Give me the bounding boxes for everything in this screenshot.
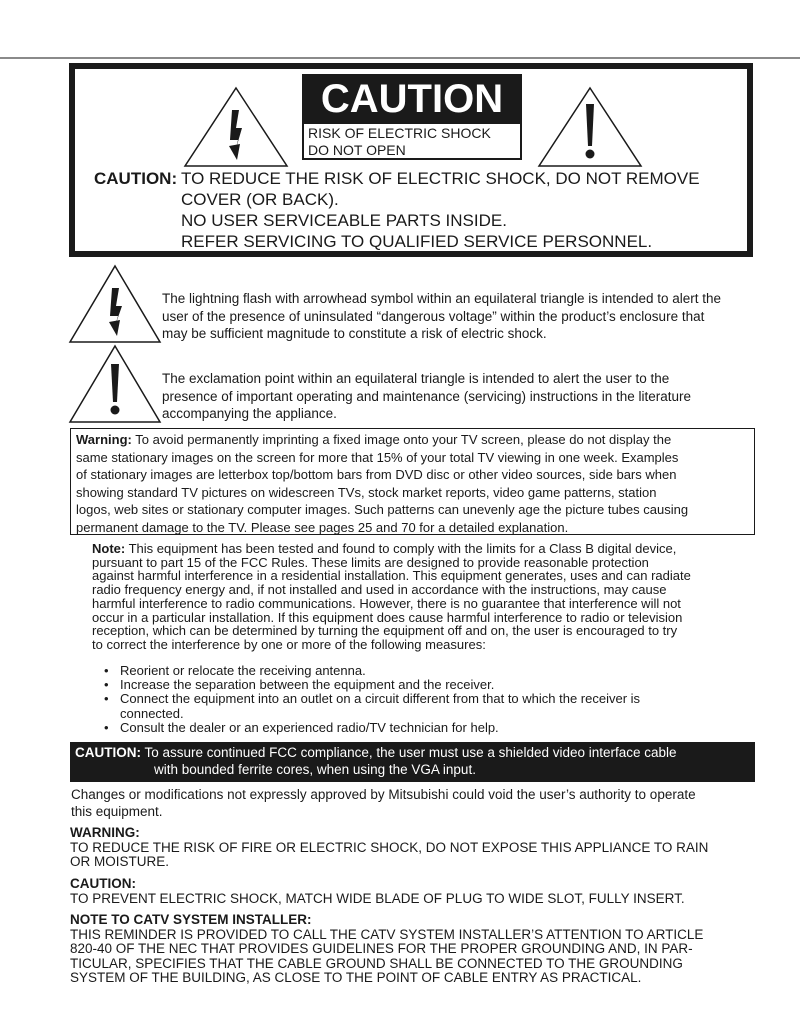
note-line: reception, which can be determined by turning the equipment off and on, the user is encouraged to try [92,623,678,639]
explanation-line: accompanying the appliance. [162,406,337,421]
catv-note-line: SYSTEM OF THE BUILDING, AS CLOSE TO THE POINT OF CABLE ENTRY AS PRACTICAL. [70,970,642,985]
rain-warning-line: OR MOISTURE. [70,854,170,869]
warning-line: showing standard TV pictures on widescreen TVs, stock market reports, video game patterns, station [76,484,657,500]
fcc-caution-bar [70,742,755,782]
warning-box [70,428,755,535]
fcc-caution-line: with bounded ferrite cores, when using the VGA input. [154,762,476,777]
caution-line: REFER SERVICING TO QUALIFIED SERVICE PERSONNEL. [181,232,653,251]
rain-warning [70,826,708,870]
warning-line: of stationary images are letterbox top/bottom bars from DVD disc or other video sources, side bars when [76,467,677,482]
caution-sub-line: RISK OF ELECTRIC SHOCK [308,125,491,141]
explanation-line: presence of important operating and maintenance (servicing) instructions in the literature [162,388,692,404]
note-line: pursuant to part 15 of the FCC Rules. These limits are designed to provide reasonable protection [92,554,649,570]
note-line: This equipment has been tested and found to comply with the limits for a Class B digital device, [125,541,677,556]
exclamation-triangle-icon [536,86,644,168]
explanation-line: The lightning flash with arrowhead symbol within an equilateral triangle is intended to alert the [162,291,722,306]
fcc-note [92,542,691,652]
changes-line: Changes or modifications not expressly approved by Mitsubishi could void the user’s authority to operate [71,787,696,802]
list-item-continuation: connected. [120,705,184,721]
measures-list [104,664,640,735]
top-rule [0,57,800,59]
warning-label: Warning: [76,432,132,447]
note-label: Note: [92,541,126,556]
caution-label: CAUTION: [94,169,178,188]
caution-header: CAUTION [302,74,522,124]
changes-notice [71,786,696,820]
lightning-explanation [162,290,721,343]
explanation-line: may be sufficient magnitude to constitute a risk of electric shock. [162,326,547,341]
warning-line: permanent damage to the TV. Please see pages 25 and 70 for a detailed explanation. [76,519,569,535]
warning-line: To avoid permanently imprinting a fixed image onto your TV screen, please do not display the [131,432,672,447]
catv-note-line: THIS REMINDER IS PROVIDED TO CALL THE CATV SYSTEM INSTALLER’S ATTENTION TO ARTICLE [70,926,704,942]
list-item: • Increase the separation between the equipment and the receiver. [104,677,495,693]
exclamation-explanation [162,370,691,423]
note-line: to correct the interference by one or more of the following measures: [92,636,486,652]
plug-caution-heading: CAUTION: [70,876,136,891]
caution-line: COVER (OR BACK). [181,190,339,209]
lightning-triangle-icon [68,264,162,344]
list-item: • Consult the dealer or an experienced radio/TV technician for help. [104,719,499,735]
exclamation-triangle-icon [68,344,162,424]
catv-note-heading: NOTE TO CATV SYSTEM INSTALLER: [70,912,312,927]
fcc-caution-label: CAUTION: [75,745,141,760]
note-line: harmful interference to radio communications. However, there is no guarantee that interference will not [92,595,681,611]
fcc-caution-line: To assure continued FCC compliance, the user must use a shielded video interface cable [141,745,677,760]
caution-subheader [302,124,522,160]
warning-line: logos, web sites or stationary computer images. Such patterns can unevenly age the picture tubes causing [76,502,689,517]
plug-caution [70,877,685,906]
explanation-line: user of the presence of uninsulated “dangerous voltage” within the product’s enclosure that [162,308,705,324]
note-line: occur in a particular installation. If this equipment does cause harmful interference to radio or television [92,609,683,625]
caution-sub-line: DO NOT OPEN [308,142,406,158]
caution-line: NO USER SERVICEABLE PARTS INSIDE. [181,211,507,230]
caution-line: TO REDUCE THE RISK OF ELECTRIC SHOCK, DO NOT REMOVE [181,169,700,188]
explanation-line: The exclamation point within an equilateral triangle is intended to alert the user to the [162,371,670,386]
plug-caution-line: TO PREVENT ELECTRIC SHOCK, MATCH WIDE BLADE OF PLUG TO WIDE SLOT, FULLY INSERT. [70,890,685,906]
rain-warning-heading: WARNING: [70,825,140,840]
changes-line: this equipment. [71,804,163,819]
list-item: • Connect the equipment into an outlet on a circuit different from that to which the receiver is [104,691,641,707]
catv-note-line: 820-40 OF THE NEC THAT PROVIDES GUIDELINES FOR THE PROPER GROUNDING AND, IN PAR- [70,941,693,956]
list-item: • Reorient or relocate the receiving antenna. [104,663,366,678]
catv-note-line: TICULAR, SPECIFIES THAT THE CABLE GROUND SHALL BE CONNECTED TO THE GROUNDING [70,955,683,971]
warning-line: same stationary images on the screen for more that 15% of your total TV viewing in one week. Examples [76,449,679,465]
rain-warning-line: TO REDUCE THE RISK OF FIRE OR ELECTRIC SHOCK, DO NOT EXPOSE THIS APPLIANCE TO RAIN [70,839,709,855]
lightning-triangle-icon [182,86,290,168]
note-line: against harmful interference in a residential installation. This equipment generates, uses and can radiate [92,568,691,584]
note-line: radio frequency energy and, if not installed and used in accordance with the instructions, may cause [92,582,667,598]
catv-note [70,913,703,986]
